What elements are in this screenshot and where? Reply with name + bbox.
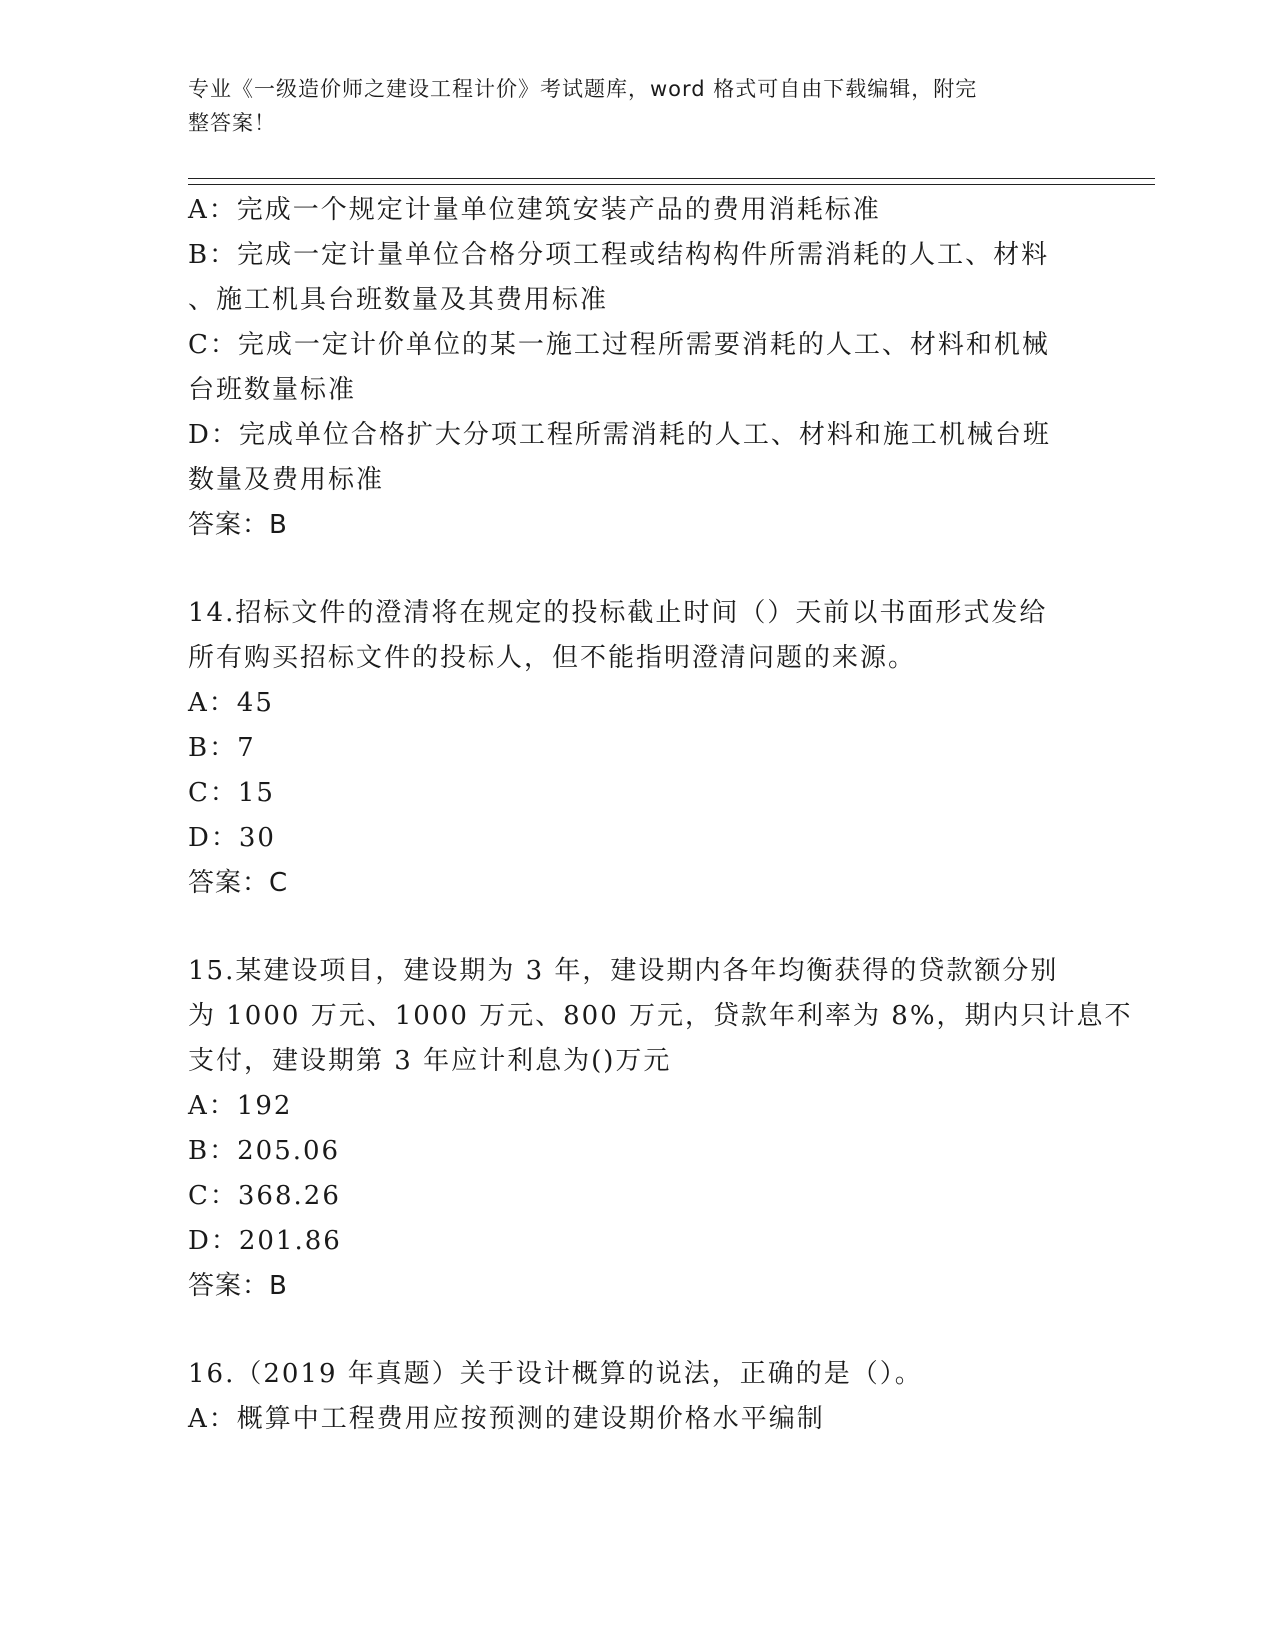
header-rule-top	[188, 178, 1155, 179]
option-b-cont: 、施工机具台班数量及其费用标准	[188, 285, 609, 315]
answer: 答案：B	[188, 510, 288, 540]
option-d-cont: 数量及费用标准	[188, 465, 385, 495]
question-stem-cont: 支付，建设期第 3 年应计利息为()万元	[188, 1046, 672, 1076]
option-d: D：30	[188, 823, 276, 853]
answer: 答案：B	[188, 1271, 288, 1301]
question-stem-cont: 所有购买招标文件的投标人，但不能指明澄清问题的来源。	[188, 643, 917, 673]
question-stem: 14.招标文件的澄清将在规定的投标截止时间（）天前以书面形式发给	[188, 598, 1048, 628]
option-c-cont: 台班数量标准	[188, 375, 357, 405]
question-16	[188, 1352, 1088, 1442]
spacer	[188, 906, 1088, 949]
option-c: C：368.26	[188, 1181, 341, 1211]
question-14	[188, 591, 1088, 906]
option-b: B：7	[188, 733, 256, 763]
spacer	[188, 1309, 1088, 1352]
answer: 答案：C	[188, 868, 289, 898]
option-a: A：192	[188, 1091, 293, 1121]
option-b: B：完成一定计量单位合格分项工程或结构构件所需消耗的人工、材料	[188, 240, 1050, 270]
option-a: A：完成一个规定计量单位建筑安装产品的费用消耗标准	[188, 195, 881, 225]
option-a: A：概算中工程费用应按预测的建设期价格水平编制	[188, 1404, 825, 1434]
question-stem-cont: 为 1000 万元、1000 万元、800 万元，贷款年利率为 8%，期内只计息不	[188, 1001, 1133, 1031]
header-line-1: 专业《一级造价师之建设工程计价》考试题库，word 格式可自由下载编辑，附完	[188, 77, 978, 101]
option-b: B：205.06	[188, 1136, 341, 1166]
header-rule-bottom	[188, 184, 1155, 185]
question-list	[188, 188, 1133, 1442]
header-line-2: 整答案！	[188, 111, 276, 135]
option-c: C：完成一定计价单位的某一施工过程所需要消耗的人工、材料和机械	[188, 330, 1050, 360]
option-d: D：完成单位合格扩大分项工程所需消耗的人工、材料和施工机械台班	[188, 420, 1051, 450]
question-15	[188, 949, 1133, 1309]
document-header	[188, 72, 1068, 140]
question-13	[188, 188, 1088, 548]
option-a: A：45	[188, 688, 274, 718]
option-c: C：15	[188, 778, 275, 808]
option-d: D：201.86	[188, 1226, 342, 1256]
spacer	[188, 548, 1088, 591]
question-stem: 16.（2019 年真题）关于设计概算的说法，正确的是（）。	[188, 1359, 923, 1389]
question-stem: 15.某建设项目，建设期为 3 年，建设期内各年均衡获得的贷款额分别	[188, 956, 1059, 986]
